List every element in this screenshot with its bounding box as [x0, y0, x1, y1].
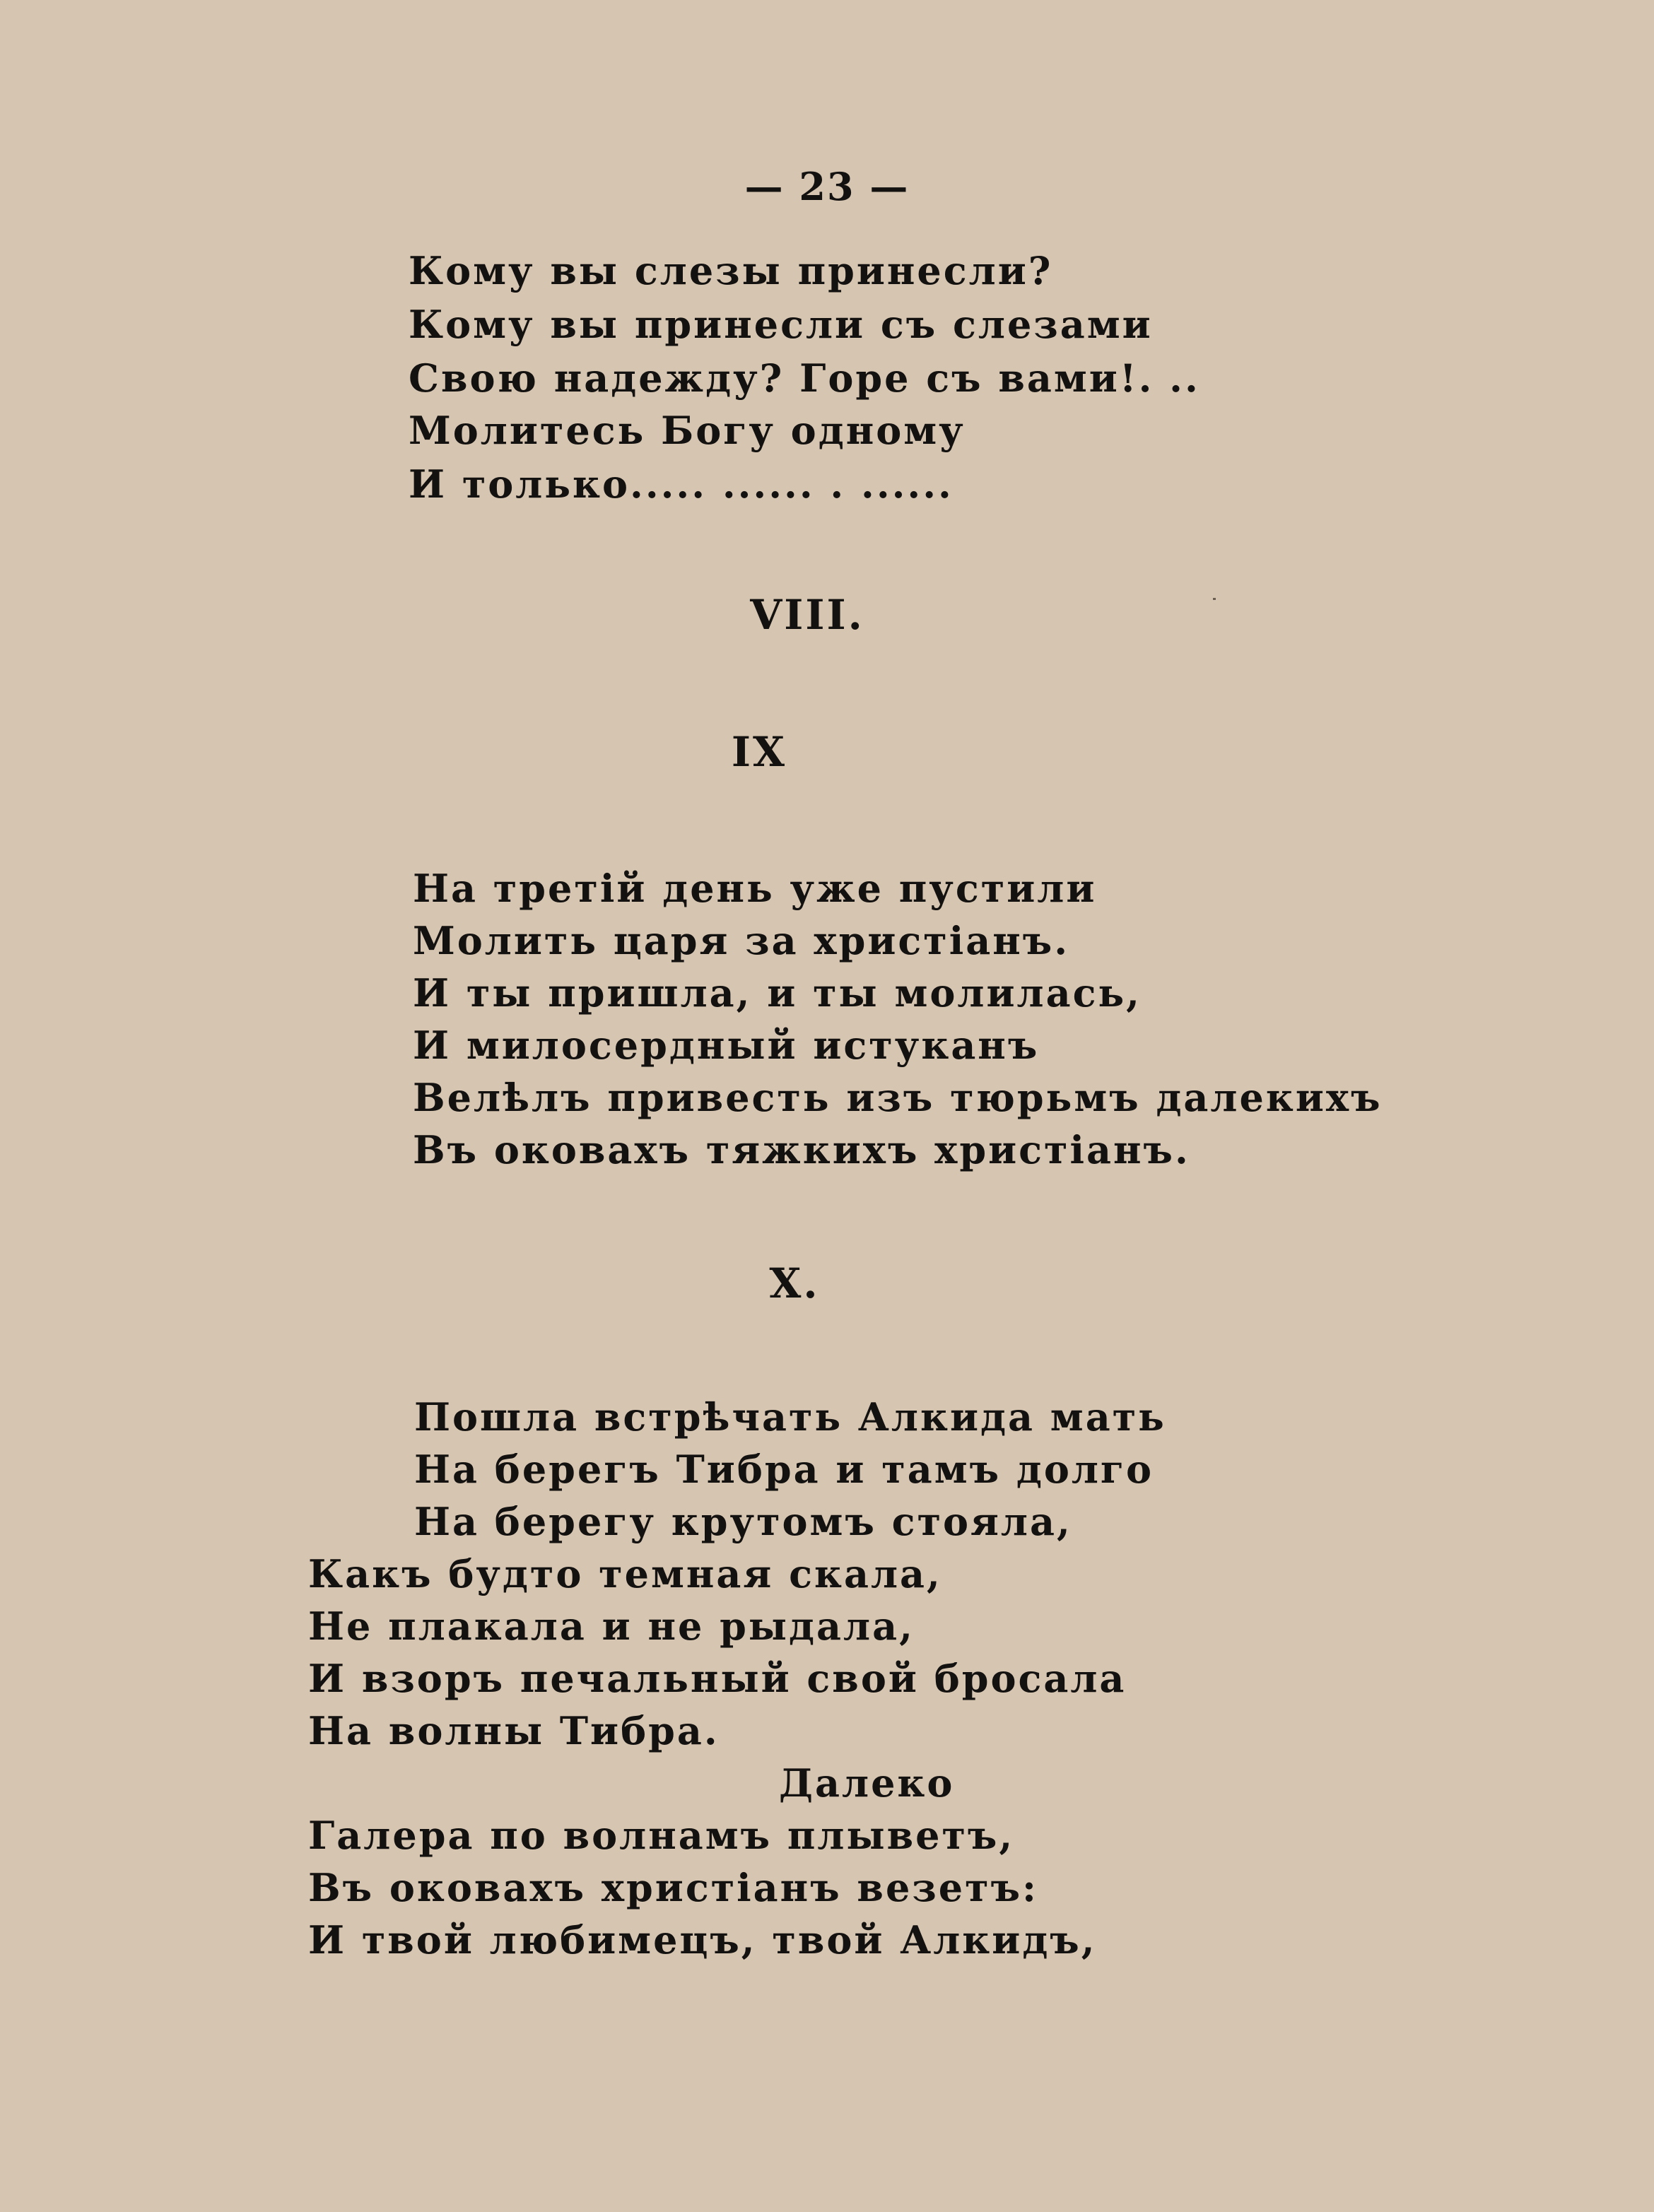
- verse-line: Въ оковахъ христіанъ везетъ:: [308, 1865, 1038, 1910]
- ink-speck: [1213, 598, 1216, 600]
- verse-line: И взоръ печальный свой бросала: [308, 1656, 1127, 1701]
- page-number: — 23 —: [744, 164, 910, 209]
- verse-line: И твой любимецъ, твой Алкидъ,: [308, 1917, 1097, 1963]
- section-heading-viii: VIII.: [750, 591, 864, 639]
- verse-line: И только..... ...... . ......: [409, 461, 954, 507]
- verse-line: На берегу крутомъ стояла,: [414, 1499, 1072, 1544]
- verse-line: На берегъ Тибра и тамъ долго: [414, 1447, 1154, 1492]
- section-heading-x: X.: [769, 1259, 820, 1307]
- verse-line: Кому вы принесли съ слезами: [409, 302, 1153, 347]
- verse-line: На волны Тибра.: [308, 1708, 720, 1753]
- verse-line: И ты пришла, и ты молилась,: [413, 970, 1142, 1016]
- verse-line: Не плакала и не рыдала,: [308, 1604, 915, 1649]
- verse-line: Какъ будто темная скала,: [308, 1551, 942, 1596]
- verse-line: Кому вы слезы принесли?: [409, 248, 1053, 293]
- verse-line: Пошла встрѣчать Алкида мать: [414, 1394, 1166, 1440]
- verse-line: И милосердный истуканъ: [413, 1023, 1040, 1068]
- verse-line: Галера по волнамъ плыветъ,: [308, 1813, 1015, 1858]
- verse-line: На третій день уже пустили: [413, 866, 1097, 911]
- section-heading-ix: IX: [731, 728, 787, 776]
- verse-line: Молитесь Богу одному: [409, 408, 966, 453]
- verse-line: Далеко: [779, 1760, 955, 1806]
- verse-line: Свою надежду? Горе съ вами!. ..: [409, 355, 1200, 401]
- verse-line: Молить царя за христіанъ.: [413, 918, 1070, 963]
- verse-line: Велѣлъ привесть изъ тюрьмъ далекихъ: [413, 1075, 1383, 1120]
- verse-line: Въ оковахъ тяжкихъ христіанъ.: [413, 1127, 1190, 1172]
